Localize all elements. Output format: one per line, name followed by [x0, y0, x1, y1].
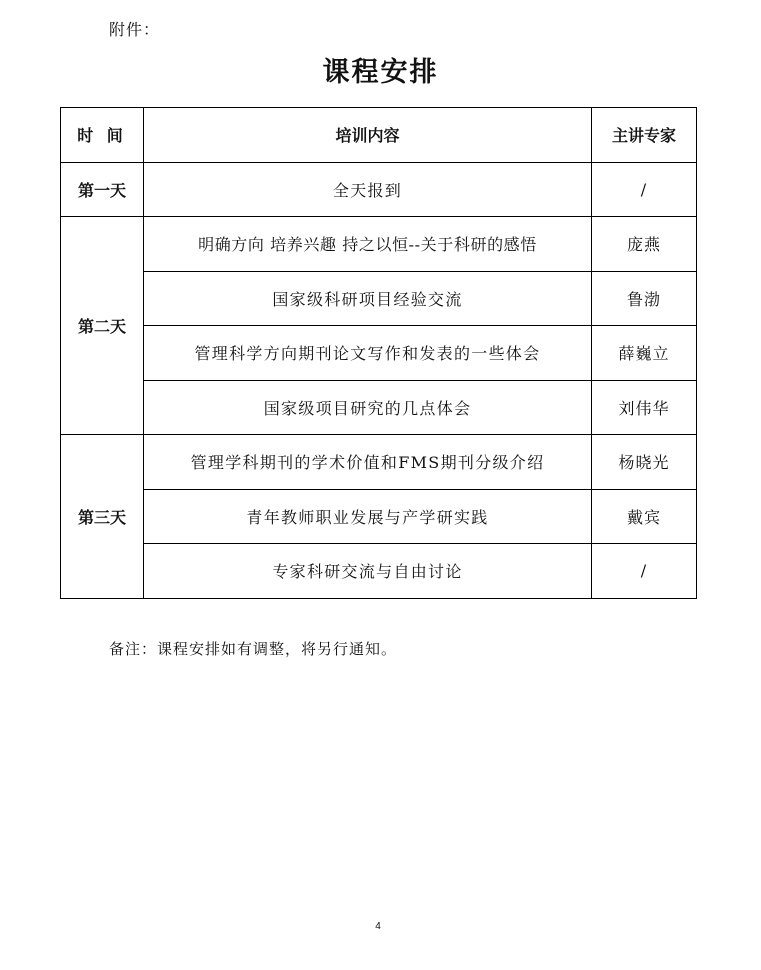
- table-row: [61, 380, 697, 435]
- session-expert: 杨晓光: [592, 435, 697, 490]
- header-expert: 主讲专家: [592, 108, 697, 163]
- page-number: 4: [375, 921, 381, 932]
- table-row: [61, 435, 697, 490]
- session-content: 专家科研交流与自由讨论: [144, 544, 592, 599]
- session-expert: /: [592, 162, 697, 217]
- header-time: 时 间: [61, 108, 144, 163]
- day-label: 第二天: [61, 217, 144, 435]
- session-content: 全天报到: [144, 162, 592, 217]
- page-title: 课程安排: [322, 57, 439, 88]
- session-expert: 庞燕: [592, 217, 697, 272]
- table-row: [61, 544, 697, 599]
- table-row: [61, 271, 697, 326]
- day-label: 第一天: [61, 162, 144, 217]
- session-expert: 戴宾: [592, 489, 697, 544]
- table-row: [61, 489, 697, 544]
- schedule-table: [60, 107, 697, 599]
- session-content: 国家级项目研究的几点体会: [144, 380, 592, 435]
- table-row: [61, 162, 697, 217]
- session-content: 国家级科研项目经验交流: [144, 271, 592, 326]
- schedule-note: 备注：课程安排如有调整，将另行通知。: [109, 640, 398, 658]
- table-row: [61, 326, 697, 381]
- day-label: 第三天: [61, 435, 144, 599]
- session-content: 明确方向 培养兴趣 持之以恒--关于科研的感悟: [144, 217, 592, 272]
- session-expert: 薛巍立: [592, 326, 697, 381]
- session-content: 管理科学方向期刊论文写作和发表的一些体会: [144, 326, 592, 381]
- session-content: 青年教师职业发展与产学研实践: [144, 489, 592, 544]
- session-expert: 刘伟华: [592, 380, 697, 435]
- header-content: 培训内容: [144, 108, 592, 163]
- session-expert: 鲁渤: [592, 271, 697, 326]
- session-expert: /: [592, 544, 697, 599]
- attachment-label: 附件：: [109, 20, 161, 39]
- table-header-row: [61, 108, 697, 163]
- table-row: [61, 217, 697, 272]
- session-content: 管理学科期刊的学术价值和FMS期刊分级介绍: [144, 435, 592, 490]
